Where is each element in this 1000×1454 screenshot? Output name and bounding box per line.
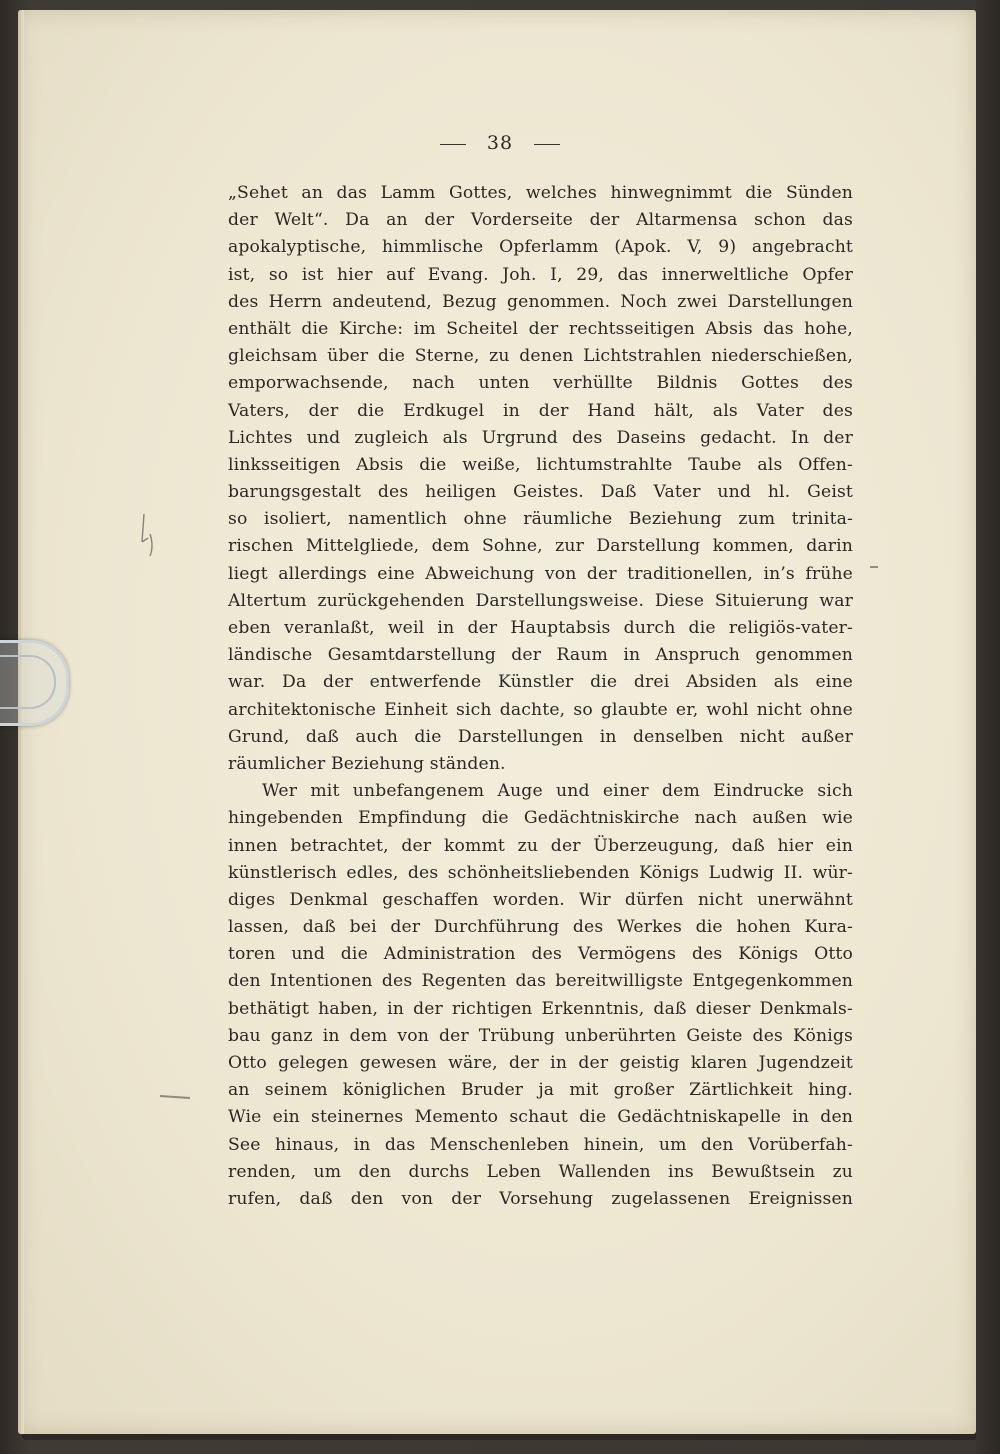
text-line: „Sehet an das Lamm Gottes, welches hinwegnimmt die Sünden [228, 183, 853, 203]
text-line: linksseitigen Absis die weiße, lichtumstrahlte Taube als Offen- [228, 454, 853, 475]
body-text [228, 180, 853, 1213]
text-line: innen betrachtet, der kommt zu der Überzeugung, daß hier ein [228, 835, 853, 856]
text-line: der Welt“. Da an der Vorderseite der Altarmensa schon das [228, 210, 853, 231]
margin-tick [870, 566, 878, 568]
text-line: bau ganz in dem von der Trübung unberührten Geiste des Königs [228, 1025, 853, 1046]
margin-pencil-mark [138, 512, 160, 560]
text-line: des Herrn andeutend, Bezug genommen. Noch zwei Darstellungen [228, 291, 853, 312]
text-line: ländische Gesamtdarstellung der Raum in Anspruch genommen [228, 645, 853, 666]
text-line: barungsgestalt des heiligen Geistes. Daß Vater und hl. Geist [228, 482, 853, 503]
text-line: rischen Mittelgliede, dem Sohne, zur Darstellung kommen, darin [228, 536, 853, 557]
text-line: renden, um den durchs Leben Wallenden ins Bewußtsein zu [228, 1161, 853, 1182]
text-line: diges Denkmal geschaffen worden. Wir dürfen nicht unerwähnt [228, 889, 853, 910]
text-line: rufen, daß den von der Vorsehung zugelassenen Ereignissen [228, 1188, 853, 1209]
text-line: bethätigt haben, in der richtigen Erkenntnis, daß dieser Denkmals- [228, 998, 853, 1019]
text-line: apokalyptische, himmlische Opferlamm (Apok. V, 9) angebracht [228, 237, 853, 258]
text-line: den Intentionen des Regenten das bereitwilligste Entgegenkommen [228, 971, 853, 992]
text-line: lassen, daß bei der Durchführung des Werkes die hohen Kura- [228, 917, 853, 938]
text-line: gleichsam über die Sterne, zu denen Lichtstrahlen niederschießen, [228, 346, 853, 367]
text-line: enthält die Kirche: im Scheitel der rechtsseitigen Absis das hohe, [228, 318, 853, 339]
page-header [0, 132, 1000, 154]
text-line: Otto gelegen gewesen wäre, der in der geistig klaren Jugendzeit [228, 1053, 853, 1073]
text-line: architektonische Einheit sich dachte, so glaubte er, wohl nicht ohne [228, 699, 853, 720]
text-line: Wie ein steinernes Memento schaut die Gedächtniskapelle in den [228, 1107, 853, 1128]
text-line: war. Da der entwerfende Künstler die drei Absiden als eine [228, 672, 853, 693]
text-line: ist, so ist hier auf Evang. Joh. I, 29, das innerweltliche Opfer [228, 264, 853, 285]
page-number: 38 [486, 132, 514, 154]
text-line: Lichtes und zugleich als Urgrund des Daseins gedacht. In der [228, 427, 853, 448]
text-line: an seinem königlichen Bruder ja mit großer Zärtlichkeit hing. [228, 1080, 853, 1101]
text-line: künstlerisch edles, des schönheitsliebenden Königs Ludwig II. wür- [228, 862, 853, 883]
scanner-edge [976, 0, 1000, 1454]
header-dash-left [440, 144, 466, 145]
text-line: Wer mit unbefangenem Auge und einer dem Eindrucke sich [262, 781, 853, 802]
text-line: Grund, daß auch die Darstellungen in denselben nicht außer [228, 726, 853, 747]
text-line: hingebenden Empfindung die Gedächtniskirche nach außen wie [228, 808, 853, 829]
text-line: See hinaus, in das Menschenleben hinein, um den Vorüberfah- [228, 1134, 853, 1155]
text-line: emporwachsende, nach unten verhüllte Bildnis Gottes des [228, 373, 853, 394]
text-line: so isoliert, namentlich ohne räumliche Beziehung zum trinita- [228, 509, 853, 530]
text-line: liegt allerdings eine Abweichung von der traditionellen, in’s frühe [228, 563, 853, 584]
text-line: eben veranlaßt, weil in der Hauptabsis durch die religiös-vater- [228, 618, 853, 638]
header-dash-right [534, 144, 560, 145]
binder-clip-inner [0, 655, 56, 709]
text-line: toren und die Administration des Vermögens des Königs Otto [228, 944, 853, 965]
text-line: räumlicher Beziehung ständen. [228, 753, 506, 774]
text-line: Altertum zurückgehenden Darstellungsweise. Diese Situierung war [228, 590, 853, 611]
text-line: Vaters, der die Erdkugel in der Hand hält, als Vater des [228, 400, 853, 421]
